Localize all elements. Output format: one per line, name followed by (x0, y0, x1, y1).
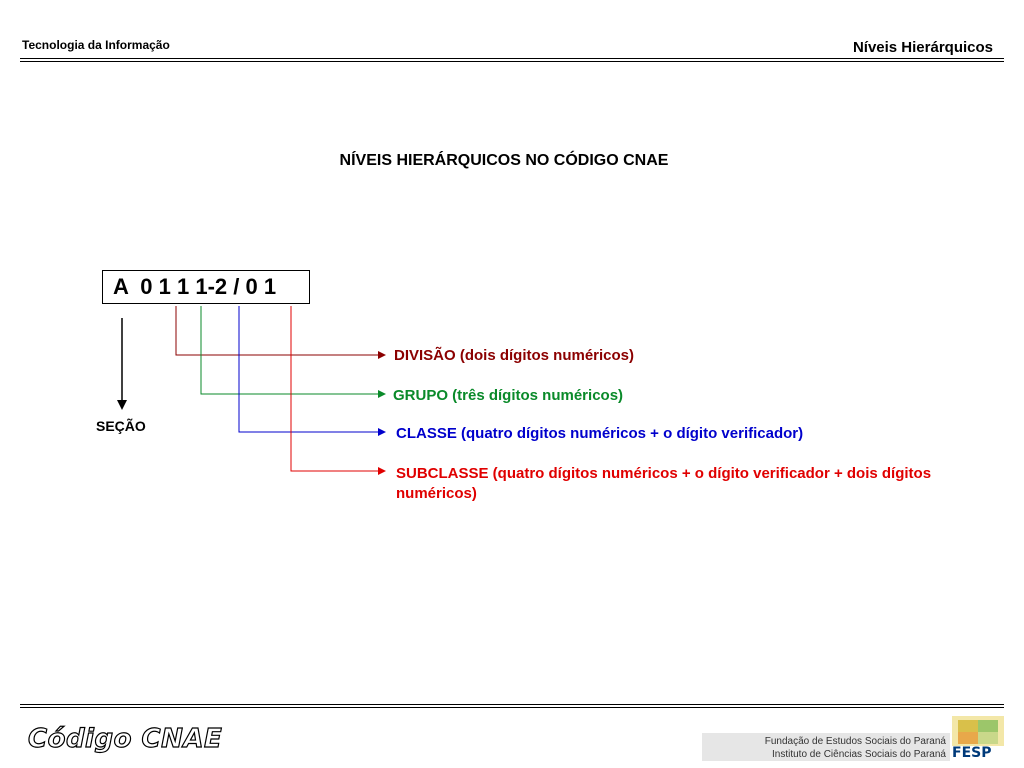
grupo-arrow-head (378, 390, 386, 398)
classe-connector (239, 306, 378, 432)
footer-org-line1: Fundação de Estudos Sociais do Paraná (764, 736, 946, 747)
footer-org-block (702, 733, 950, 761)
footer-rule-top (20, 704, 1004, 705)
divisao-label: DIVISÃO (dois dígitos numéricos) (394, 347, 635, 364)
header-right-text: Níveis Hierárquicos (852, 39, 993, 56)
grupo-label: GRUPO (três dígitos numéricos) (393, 387, 624, 404)
divisao-arrow-head (378, 351, 386, 359)
subclasse-label: SUBCLASSE (quatro dígitos numéricos + o dígito verificador + dois dígitos numéricos) (396, 465, 932, 502)
footer-org-line2: Instituto de Ciências Sociais do Paraná (772, 749, 946, 760)
subclasse-arrow-head (378, 467, 386, 475)
classe-label: CLASSE (quatro dígitos numéricos + o dígito verificador) (396, 425, 804, 442)
secao-label: SEÇÃO (96, 418, 146, 434)
classe-arrow-head (378, 428, 386, 436)
fesp-logo-text: FESP (952, 745, 992, 761)
diagram-title: NÍVEIS HIERÁRQUICOS NO CÓDIGO CNAE (339, 152, 669, 169)
header-left-text: Tecnologia da Informação (22, 38, 170, 52)
cnae-code-box: A 0 1 1 1-2 / 0 1 (102, 270, 310, 304)
footer-title: Código CNAE (28, 724, 223, 754)
divisao-connector (176, 306, 378, 355)
footer-rule-bottom (20, 707, 1004, 708)
subclasse-connector (291, 306, 378, 471)
secao-arrow-head (117, 400, 127, 410)
grupo-connector (201, 306, 378, 394)
